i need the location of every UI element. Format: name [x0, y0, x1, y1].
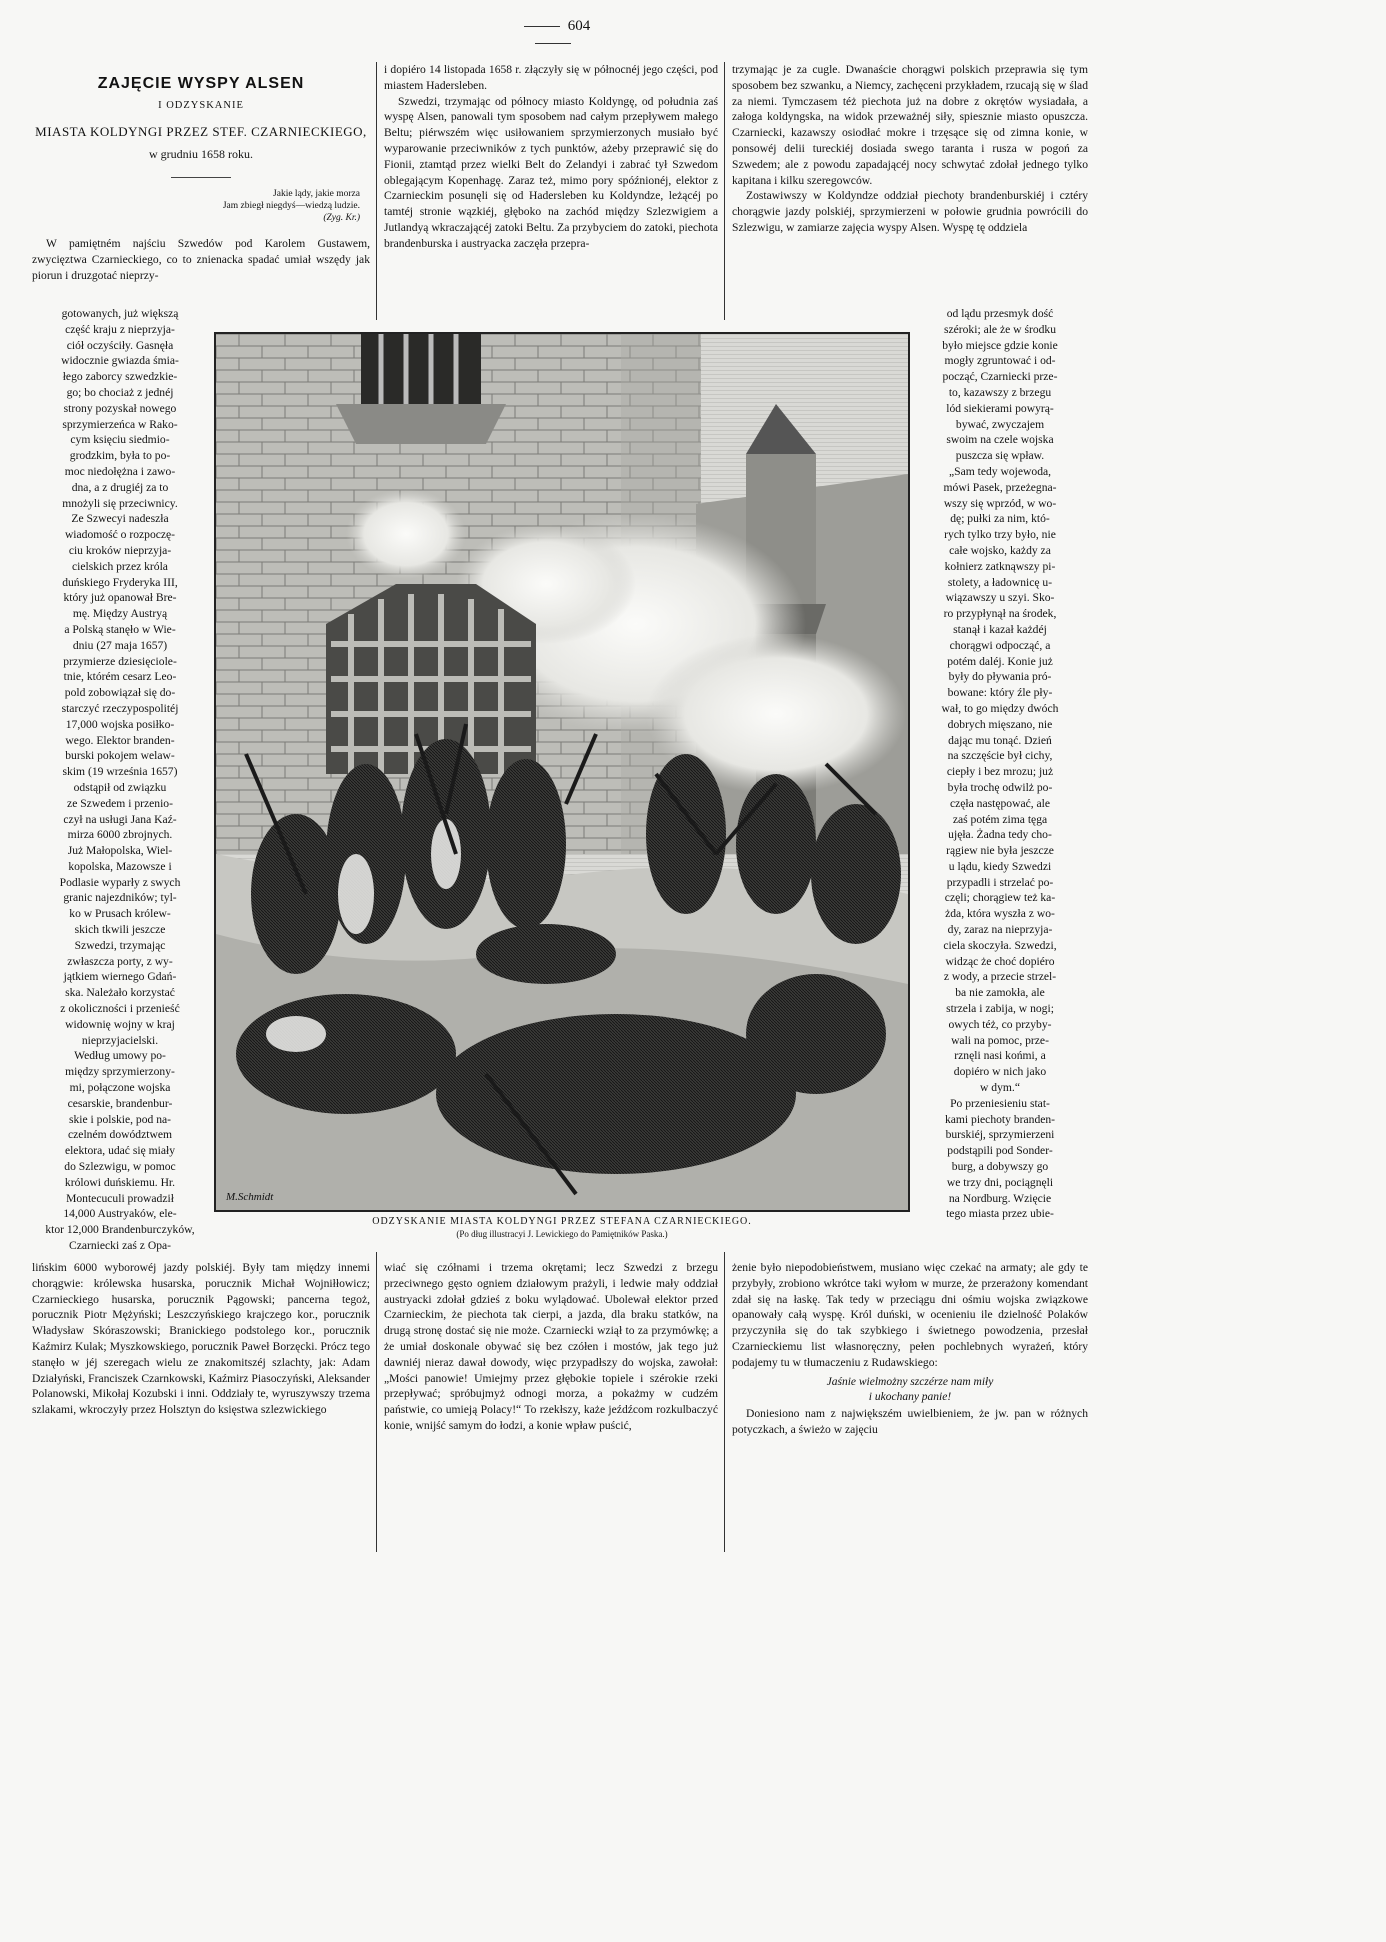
- column-1-narrow-line: skim (19 września 1657): [62, 765, 178, 779]
- column-3-narrow-text: [912, 306, 1088, 1222]
- page-number-text: 604: [567, 18, 591, 34]
- column-1-narrow-line: kopolska, Mazowsze i: [68, 859, 172, 873]
- column-1-narrow-line: zwłaszcza porty, z wy-: [67, 954, 173, 968]
- column-1-narrow-line: elektora, udać się miały: [64, 1144, 176, 1158]
- column-3-narrow-line: u lądu, kiedy Szwedzi: [948, 859, 1052, 873]
- column-3-narrow-line: były do pływania pró-: [948, 670, 1052, 684]
- column-1-narrow-line: granic najezdników; tyl-: [63, 891, 177, 905]
- column-1-narrow-line: Według umowy po-: [74, 1049, 166, 1063]
- column-2-paragraph-2: Szwedzi, trzymając od północy miasto Koldyngę, od południa zaś wyspę Alsen, panowali tym sposobem nad całym przepływem małego Beltu; piérwszém więc usiłowaniem sprzymierzonych musiało być wyparowanie przeciwników z tych punktów, ażeby przeprawić się do Fionii, ztamtąd przez wielki Belt do Zelandyi i zabrać tył Szwedom oblegającym Kopenhagę. Zaraz też, mimo pory spóźnionéj, elektor z Czarnieckim posunęli się od Hadersleben ku Koldyndze, leżącéj po tamtéj stronie wązkiéj, głęboko na zachód między Szlezwigiem a Jutlandyą wkraczającéj zatoki Beltu. Za przybyciem do zatoki, piechota brandenburska i austryacka zaczęła przepra-: [384, 94, 718, 250]
- column-1-narrow-line: przymierze dziesięciole-: [63, 654, 177, 668]
- column-3-narrow-line: strzela i zabija, w nogi;: [946, 1002, 1054, 1016]
- engraving-image: [216, 334, 908, 1210]
- illustration-credit: (Po dług illustracyi J. Lewickiego do Pamiętników Paska.): [456, 1229, 668, 1239]
- column-3-narrow-line: we trzy dni, pociągnęli: [946, 1175, 1054, 1189]
- column-1-narrow-line: do Szlezwigu, w pomoc: [64, 1160, 176, 1174]
- column-1-narrow-line: część kraju z nieprzyja-: [65, 322, 175, 336]
- column-2-top: [384, 62, 718, 252]
- column-1-narrow-line: duńskiego Fryderyka III,: [62, 575, 178, 589]
- column-1-narrow-line: grodzkim, była to po-: [69, 449, 171, 463]
- column-1-narrow-line: Podlasie wyparły z swych: [59, 875, 181, 889]
- epigraph-line-1: Jakie lądy, jakie morza: [273, 189, 360, 200]
- column-3-narrow-line: na szczęście był cichy,: [947, 749, 1053, 763]
- article-title: ZAJĘCIE WYSPY ALSEN: [97, 75, 305, 92]
- column-1-narrow-line: królowi duńskiemu. Hr.: [64, 1175, 176, 1189]
- column-1-narrow-line: ze Szwedem i przenio-: [67, 796, 173, 810]
- column-1-narrow-line: Montecuculi prowadził: [66, 1191, 174, 1205]
- column-1-narrow-line: moc niedołężna i zawo-: [64, 464, 176, 478]
- column-3-narrow-line: dy, zaraz na nieprzyja-: [947, 923, 1053, 937]
- column-3-narrow-line: stanął i kazał każdéj: [953, 622, 1047, 636]
- column-1-narrow-line: skie i polskie, pod na-: [68, 1112, 172, 1126]
- column-1-narrow-line: go; bo chociaż z jednéj: [66, 385, 174, 399]
- column-1-narrow-line: wiadomość o rozpoczę-: [64, 528, 176, 542]
- column-3-narrow-line: rągiew nie była jeszcze: [946, 844, 1054, 858]
- column-1-narrow-line: widocznie gwiazda śmia-: [61, 354, 179, 368]
- column-3-paragraph-1: trzymając je za cugle. Dwanaście chorągwi polskich przeprawia się tym sposobem bez szwanku, a Niemcy, zachęceni przykładem, rzucają się w ślad za niemi. Tymczasem téż piechota już na dobre z okrętów wysiadała, a załoga koldyngska, na widok przeważnéj siły, spiesznie miasto opuszcza. Czarniecki, kazawszy osiodłać mokre i trzęsące się od zimna konie, w ponsowéj delii tureckiéj dosiada swego taranta i rusza w pogoń za Szwedem; ale z powodu zapadającéj nocy schwytać zdołał jednego tylko kapitana i kilku szeregowców.: [732, 63, 1088, 187]
- column-3-bottom: [732, 1260, 1088, 1438]
- column-1-narrow-line: skich tkwili jeszcze: [74, 923, 166, 937]
- column-3-bottom-paragraph: żenie było niepodobieństwem, musiano więc czekać na armaty; ale gdy te przybyły, zrobiono wkrótce taki wyłom w murze, że przerażony komendant zdał się na łaskę. Tak tedy w przeciągu dni ośmiu wojska związkowe opanowały całą wyspę. Król duński, w ocenieniu ile dzielność Polaków przyczyniła się do tak szybkiego i świetnego powodzenia, przesłał Czarnieckiemu list własnoręczny, pełen pochlebnych wyrażeń, który podajemy tu w tłumaczeniu z Rudawskiego:: [732, 1261, 1088, 1369]
- page-number: [508, 18, 598, 52]
- column-3-narrow-line: zaś potém zima tęga: [952, 812, 1048, 826]
- column-1-bottom-paragraph: lińskim 6000 wyborowéj jazdy polskiéj. Były tam między innemi chorągwie: królewska husarska, porucznik Michał Wojniłłowicz; Czarnieckiego husarska, porucznik Pągowski; pancerna tegoż, porucznik Piotr Mężyński; Leszczyńskiego krajczego kor., porucznik Władysław Skóraszowski; Branickiego podstolego kor., porucznik Kaźmirz Kulak; Myszkowskiego, porucznik Paweł Borzęcki. Prócz tego stanęło w jéj szeregach wielu ze znakomitszéj szlachty, jak: Adam Działyński, Franciszek Czarnkowski, Kaźmirz Piasoczyński, Aleksander Polanowski, Mikołaj Kozubski i inni. Oddziały te, wyruszywszy trzema szlakami, wkroczyły przez Holsztyn do księstwa szlezwickiego: [32, 1261, 370, 1417]
- column-1-narrow-line: Ze Szwecyi nadeszła: [71, 512, 169, 526]
- column-3-top: [732, 62, 1088, 236]
- column-1-narrow-line: ciół oczyściły. Gasnęła: [66, 338, 174, 352]
- article-subtitle-1: I ODZYSKANIE: [158, 99, 244, 111]
- column-3-narrow-line: kołnierz zatknąwszy pi-: [944, 559, 1056, 573]
- column-1-narrow-line: ko w Prusach królew-: [69, 907, 171, 921]
- column-3-narrow-line: lód siekierami powyrą-: [946, 401, 1054, 415]
- column-rule-1-bottom: [376, 1252, 377, 1552]
- column-1-narrow-line: czelném dowództwem: [68, 1128, 172, 1142]
- column-3-narrow-line: podstąpili pod Sonder-: [947, 1144, 1053, 1158]
- column-1-narrow-line: ciu kroków nieprzyja-: [68, 543, 172, 557]
- column-1-narrow-line: cielskich przez króla: [72, 559, 168, 573]
- column-1-narrow-line: ktor 12,000 Brandenburczyków, Czarniecki zaś z Opa-: [45, 1223, 195, 1253]
- column-3-narrow-line: było miejsce gdzie konie: [942, 338, 1058, 352]
- page-number-rule-left: [524, 26, 560, 27]
- column-3-narrow-line: dopiéro w nich jako: [953, 1065, 1047, 1079]
- column-3-narrow-line: widząc że choć dopiéro: [945, 954, 1055, 968]
- column-1-narrow-line: odstąpił od związku: [73, 780, 167, 794]
- column-2-paragraph-1: i dopiéro 14 listopada 1658 r. złączyły się w północnéj jego części, pod miastem Hadersleben.: [384, 63, 718, 92]
- column-rule-2-bottom: [724, 1252, 725, 1552]
- column-1-narrow-text: [32, 306, 208, 1254]
- column-3-narrow-line: burg, a dobywszy go: [951, 1160, 1049, 1174]
- column-3-narrow-line: burskiéj, sprzymierzeni: [945, 1128, 1055, 1142]
- column-3-narrow-line: ba nie zamokła, ale: [955, 986, 1045, 1000]
- column-1-narrow-line: dna, a z drugiéj za to: [71, 480, 169, 494]
- letter-salutation-1: Jaśnie wielmożny szczérze nam miły: [826, 1375, 994, 1388]
- column-3-narrow-line: rznęli nasi końmi, a: [954, 1049, 1046, 1063]
- engraver-signature: M.Schmidt: [226, 1191, 274, 1203]
- illustration-caption: ODZYSKANIE MIASTA KOLDYNGI PRZEZ STEFANA CZARNIECKIEGO.: [372, 1216, 752, 1227]
- column-1-narrow-line: starczyć rzeczypospolitéj: [61, 701, 179, 715]
- article-heading-block: [32, 70, 370, 284]
- column-3-narrow-line: bywać, zwyczajem: [955, 417, 1045, 431]
- column-rule-1-top: [376, 62, 377, 320]
- column-1-narrow-line: łego zaborcy szwedzkie-: [62, 370, 178, 384]
- column-3-narrow-line: na Nordburg. Wzięcie: [948, 1191, 1052, 1205]
- column-1-narrow-line: jątkiem wiernego Gdań-: [63, 970, 177, 984]
- column-1-narrow-line: mę. Między Austryą: [72, 607, 168, 621]
- column-3-narrow-line: była trochę odwilż po-: [947, 780, 1053, 794]
- column-1-narrow-line: cesarskie, brandenbur-: [67, 1096, 173, 1110]
- column-1-narrow-line: Już Małopolska, Wiel-: [67, 844, 173, 858]
- column-3-narrow-line: stolety, a ładownicę u-: [947, 575, 1053, 589]
- epigraph-line-2: Jam zbiegł niegdyś—wiedzą ludzie.: [222, 201, 360, 212]
- column-1-narrow-line: 14,000 Austryaków, ele-: [63, 1207, 177, 1221]
- column-1-narrow-line: 17,000 wojska posiłko-: [65, 717, 175, 731]
- column-3-paragraph-2: Zostawiwszy w Koldyndze oddział piechoty brandenburskiéj i cztéry chorągwie jazdy polskiéj, sprzymierzeni w połowie grudnia powrócili do Szlezwigu, w zamiarze zajęcia wyspy Alsen. Wyspę tę oddziela: [732, 189, 1088, 234]
- column-3-narrow-line: rych tylko trzy było, nie: [944, 528, 1056, 542]
- column-1-narrow-line: mi, połączone wojska: [69, 1081, 171, 1095]
- column-1-narrow-line: burski pokojem welaw-: [65, 749, 175, 763]
- column-3-narrow-line: wiązawszy u szyi. Sko-: [945, 591, 1055, 605]
- column-3-narrow-line: żda, która wyszła z wo-: [945, 907, 1055, 921]
- letter-salutation-2: i ukochany panie!: [868, 1391, 952, 1404]
- column-1-narrow-line: między sprzymierzony-: [65, 1065, 175, 1079]
- column-1-narrow-line: mnożyli się przeciwnicy.: [62, 496, 178, 510]
- epigraph-source: (Zyg. Kr.): [323, 213, 360, 224]
- column-3-narrow-line: wali na pomoc, prze-: [951, 1033, 1049, 1047]
- article-subtitle-3: w grudniu 1658 roku.: [149, 147, 253, 162]
- column-2-bottom: [384, 1260, 718, 1434]
- column-3-narrow-line: począć, Czarniecki prze-: [942, 370, 1058, 384]
- column-3-narrow-line: dę; pułki za nim, któ-: [950, 512, 1050, 526]
- column-1-narrow-line: gotowanych, już większą: [61, 307, 179, 320]
- article-subtitle-2: MIASTA KOLDYNGI PRZEZ STEF. CZARNIECKIEGO,: [35, 123, 367, 139]
- column-3-narrow-line: ujęła. Żadna tedy cho-: [948, 828, 1052, 842]
- engraving-illustration: [214, 332, 910, 1212]
- column-3-narrow-line: owych téż, co przyby-: [948, 1017, 1052, 1031]
- column-3-narrow-line: potém daléj. Konie już: [947, 654, 1053, 668]
- column-3-narrow-line: tego miasta przez ubie-: [946, 1207, 1054, 1221]
- page-number-rule-right: [535, 43, 571, 44]
- column-1-bottom: [32, 1260, 370, 1418]
- column-1-narrow-line: który już opanował Bre-: [63, 591, 177, 605]
- column-1-narrow-line: dniu (27 maja 1657): [72, 638, 168, 652]
- column-1-narrow-line: sprzymierzeńca w Rako-: [62, 417, 178, 431]
- column-3-narrow-line: to, kazawszy z brzegu: [948, 385, 1052, 399]
- column-3-narrow-line: od lądu przesmyk dość: [946, 307, 1054, 320]
- column-3-narrow-line: széroki; ale że w środku: [943, 322, 1057, 336]
- epigraph: [32, 188, 360, 224]
- column-3-narrow-line: wał, to go między dwóch: [941, 701, 1059, 715]
- column-3-narrow-line: wszy się wprzód, w wo-: [943, 496, 1057, 510]
- column-1-narrow-line: wego. Elektor branden-: [65, 733, 175, 747]
- column-1-paragraph-1: W pamiętném najściu Szwedów pod Karolem Gustawem, zwycięztwa Czarnieckiego, co to znienacka spadać umiał wszędy jak piorun i druzgotać nieprzy-: [32, 237, 370, 282]
- column-1-narrow-line: Szwedzi, trzymając: [74, 938, 166, 952]
- column-3-narrow-line: w dym.“: [980, 1081, 1020, 1095]
- column-3-narrow-line: przypadli i strzelać po-: [946, 875, 1054, 889]
- heading-rule: [171, 177, 231, 178]
- column-3-narrow-line: częła następować, ale: [949, 796, 1051, 810]
- column-1-narrow-line: nieprzyjacielski.: [81, 1033, 159, 1047]
- column-3-narrow-line: z wody, a przecie strzel-: [943, 970, 1057, 984]
- column-3-narrow-line: mówi Pasek, przeżegna-: [943, 480, 1057, 494]
- column-1-narrow-line: a Polską stanęło w Wie-: [64, 622, 176, 636]
- column-3-narrow-line: mogły zgruntować i od-: [944, 354, 1056, 368]
- column-3-narrow-line: „Sam tedy wojewoda,: [948, 464, 1052, 478]
- column-3-last-paragraph: Doniesiono nam z największém uwielbieniem, że jw. pan w różnych potyczkach, a świeżo w zajęciu: [732, 1407, 1088, 1436]
- column-3-narrow-line: bowane: który źle pły-: [947, 686, 1053, 700]
- column-1-narrow-line: ska. Należało korzystać: [65, 986, 175, 1000]
- column-1-narrow-line: strony pozyskał nowego: [63, 401, 177, 415]
- column-1-narrow-line: czył na usługi Jana Kaź-: [63, 812, 177, 826]
- column-1-narrow-line: mirza 6000 zbrojnych.: [67, 828, 173, 842]
- column-3-narrow-line: chorągwi odpocząć, a: [949, 638, 1051, 652]
- column-3-narrow-line: dobrych mięszano, nie: [947, 717, 1053, 731]
- column-3-narrow-line: częli; chorągiew też ka-: [944, 891, 1056, 905]
- column-1-narrow-line: pold zobowiązał się do-: [64, 686, 176, 700]
- column-3-narrow-line: dając mu tonąć. Dzień: [948, 733, 1052, 747]
- column-3-narrow-line: całe wojsko, każdy za: [949, 543, 1051, 557]
- column-1-narrow-line: tnie, którém cesarz Leo-: [63, 670, 177, 684]
- column-rule-2-top: [724, 62, 725, 320]
- column-3-narrow-line: kami piechoty branden-: [944, 1112, 1056, 1126]
- column-3-narrow-line: ciepły i bez mrozu; już: [946, 765, 1054, 779]
- column-3-narrow-line: ciela skoczyła. Szwedzi,: [943, 938, 1057, 952]
- column-1-narrow-line: z okoliczności i przenieść: [60, 1002, 180, 1016]
- column-3-narrow-line: puszcza się wpław.: [955, 449, 1045, 463]
- column-3-narrow-line: swoim na czele wojska: [946, 433, 1054, 447]
- column-2-bottom-paragraph: wiać się czółnami i trzema okrętami; lecz Szwedzi z brzegu przeciwnego gęsto ogniem działowym prażyli, i ledwie mały oddział austryacki zdołał gdzieś z boku wylądować. Ubolewał elektor przed Czarnieckim, że piechota tak cierpi, a jazda, dla braku statków, na drugą stronę dostać się nie może. Czarniecki wziął to za przymówkę; a że umiał doskonale obywać się bez czółen i mostów, jak tego już dawniéj nieraz dawał dowody, więc przypadłszy do wojska, zawołał: „Mości panowie! Umiejmy przez głębokie topiele i szérokie rzeki przepływać; spróbujmyż odnogi morza, a pokażmy w cudzém państwie, co umieją Polacy!“ To rzekłszy, każe jeźdźcom rozkulbaczyć konie, wnijść samym do łodzi, a konie wpław puścić,: [384, 1261, 718, 1432]
- column-3-narrow-line: Po przeniesieniu stat-: [950, 1096, 1050, 1110]
- column-3-narrow-line: ro przypłynął na środek,: [943, 607, 1057, 621]
- column-1-narrow-line: cym księciu siedmio-: [70, 433, 170, 447]
- column-1-narrow-line: widownię wojny w kraj: [65, 1017, 175, 1031]
